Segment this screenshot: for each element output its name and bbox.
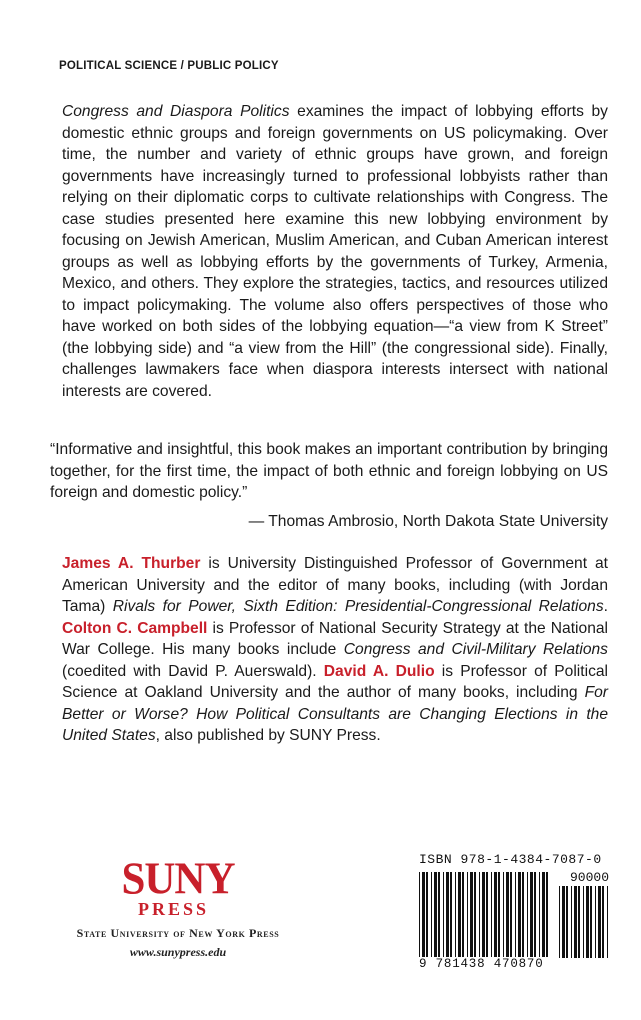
logo-press-text: PRESS	[138, 899, 210, 919]
bio-text: (coedited with David P. Auerswald).	[62, 662, 324, 680]
bio-text: is Professor of Political Science at Oakland University and the author of many books, including	[62, 662, 608, 701]
bio-text: is University Distinguished Professor of Government at American University and the editor of many books, including (with Jordan Tama)	[62, 555, 608, 615]
bio-text: , also published by SUNY Press.	[155, 727, 381, 744]
author-name-thurber: James A. Thurber	[62, 555, 201, 572]
publisher-logo	[58, 854, 298, 960]
book-reference: For Better or Worse? How Political Consultants are Changing Elections in the United States	[62, 684, 608, 744]
quote-attribution: — Thomas Ambrosio, North Dakota State University	[248, 513, 608, 530]
bio-text: is Professor of National Security Strategy at the National War College. His many books include	[62, 619, 608, 658]
book-reference: Rivals for Power, Sixth Edition: Presidential-Congressional Relations	[112, 598, 604, 615]
publisher-full-name: State University of New York Press	[76, 926, 280, 940]
author-name-dulio: David A. Dulio	[323, 662, 435, 680]
author-name-campbell: Colton C. Campbell	[62, 619, 208, 637]
book-reference: Congress and Civil-Military Relations	[343, 641, 608, 658]
price-code: 90000	[569, 870, 609, 885]
isbn-number: ISBN 978-1-4384-7087-0	[419, 852, 602, 867]
category-label: POLITICAL SCIENCE / PUBLIC POLICY	[59, 60, 279, 72]
endorsement-quote: “Informative and insightful, this book makes an important contribution by bringing together, for the first time, the impact of both ethnic and foreign lobbying on US foreign and domestic policy.”	[50, 441, 608, 501]
publisher-website: www.sunypress.edu	[129, 945, 227, 959]
isbn-barcode	[419, 852, 609, 977]
book-description	[62, 101, 608, 402]
book-title: Congress and Diaspora Politics	[62, 103, 290, 120]
description-text: examines the impact of lobbying efforts by domestic ethnic groups and foreign governments on US policymaking. Over time, the number and variety of ethnic groups have grown, and foreign governments have increasingly turned to professional lobbyists rather than relying on their diplomatic corps to cultivate relationships with Congress. The case studies presented here examine this new lobbying environment by focusing on Jewish American, Muslim American, and Cuban American interest groups as well as lobbying efforts by the governments of Turkey, Armenia, Mexico, and others. They explore the strategies, tactics, and resources utilized to impact policymaking. The volume also offers perspectives of those who have worked on both sides of the lobbying equation—“a view from K Street” (the lobbying side) and “a view from the Hill” (the congressional side). Finally, challenges lawmakers face when diaspora interests intersect with national interests are covered.	[62, 103, 608, 400]
logo-suny-text: SUNY	[121, 854, 235, 905]
bio-text: .	[603, 598, 608, 615]
author-bios	[62, 553, 608, 747]
barcode-digits: 9 781438 470870	[419, 957, 549, 971]
